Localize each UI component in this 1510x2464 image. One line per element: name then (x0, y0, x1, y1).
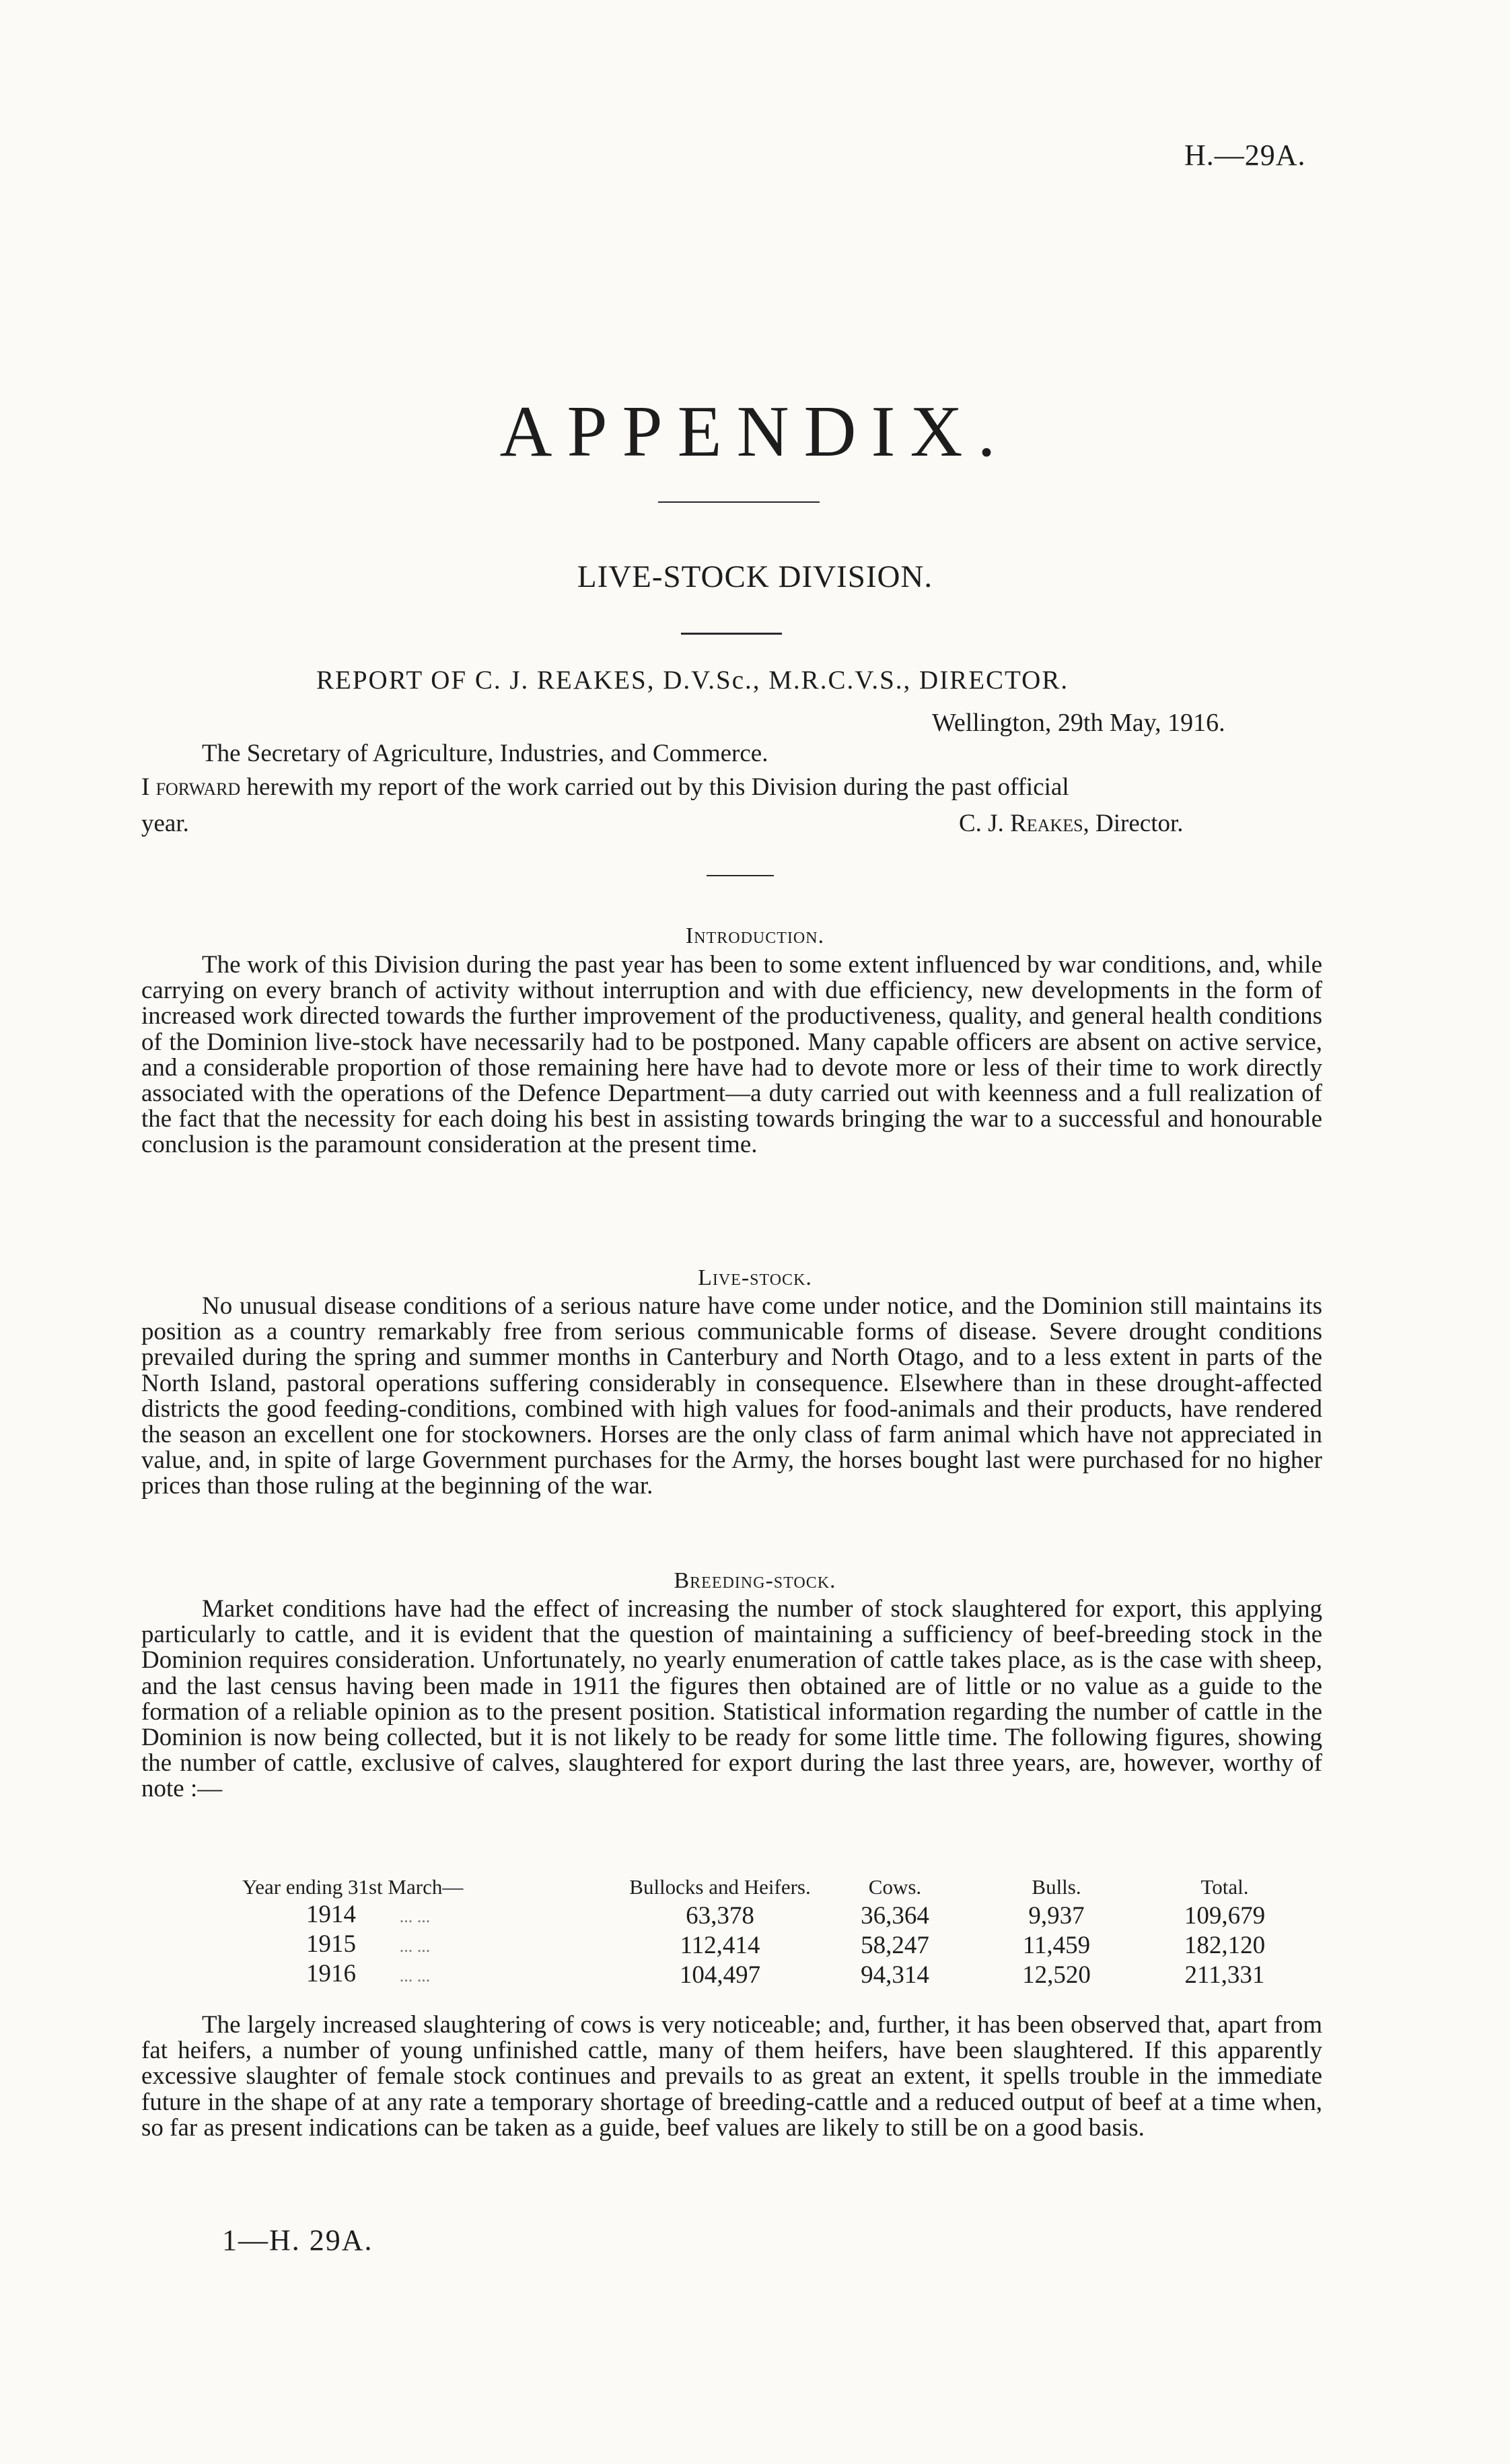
row-cows: 58,247 (861, 1931, 929, 1959)
signature-name: C. J. Reakes (959, 810, 1083, 837)
letter-signature (959, 809, 1184, 838)
row-bullocks: 112,414 (680, 1931, 760, 1959)
header-cows: Cows. (868, 1875, 922, 1899)
row-total: 109,679 (1184, 1901, 1266, 1930)
division-title: LIVE-STOCK DIVISION. (577, 559, 933, 594)
row-cows: 94,314 (861, 1961, 929, 1989)
table-row (242, 1960, 1309, 1990)
report-title: REPORT OF C. J. REAKES, D.V.Sc., M.R.C.V.S., DIRECTOR. (316, 666, 1069, 695)
row-year: 1915 (306, 1930, 356, 1958)
signature-title: , Director. (1083, 810, 1184, 837)
closing-paragraph: The largely increased slaughtering of cows is very noticeable; and, further, it has been observed that, apart from fat heifers, a number of young unfinished cattle, many of them heifers, have been slaughtered. If this apparently excessive slaughter of female stock continues and prevails to as great an extent, it spells trouble in the immediate future in the shape of at any rate a temporary shortage of breeding-cattle and a reduced output of beef at a time when, so far as present indications can be taken as a guide, beef values are likely to still be on a good basis. (141, 2011, 1322, 2142)
letter-forward-line (141, 773, 1453, 802)
row-cows: 36,364 (861, 1901, 929, 1930)
row-total: 211,331 (1184, 1961, 1265, 1989)
table-row (242, 1901, 1309, 1930)
letter-divider (707, 875, 774, 876)
forward-lead: I forward (141, 773, 241, 801)
page-reference: H.—29A. (1184, 139, 1306, 172)
section-text-introduction: The work of this Division during the past year has been to some extent influenced by war conditions, and, while carrying on every branch of activity without interruption and with due efficiency, new developments in the form of increased work directed towards the further improvement of the productiveness, quality, and general health conditions of the Dominion live-stock have necessarily had to be postponed. Many capable officers are absent on active service, and a considerable proportion of those remaining here have had to devote more or less of their time to work directly associated with the operations of the Defence Department—a duty carried out with keenness and a full realization of the fact that the necessity for each doing his best in assisting towards bringing the war to a successful and honourable conclusion is the paramount consideration at the present time. (141, 951, 1322, 1159)
row-year: 1916 (306, 1960, 356, 1987)
table-row (242, 1930, 1309, 1960)
row-year: 1914 (306, 1901, 356, 1928)
division-divider (681, 633, 782, 635)
appendix-title: APPENDIX. (499, 392, 1011, 472)
header-bulls: Bulls. (1032, 1875, 1081, 1899)
section-text-live-stock: No unusual disease conditions of a serious nature have come under notice, and the Dominion still maintains its position as a country remarkably free from serious communicable forms of disease. Severe drought conditions prevailed during the spring and summer months in Canterbury and North Otago, and to a less extent in parts of the North Island, pastoral operations suffering considerably in consequence. Elsewhere than in these drought-affected districts the good feeding-conditions, combined with high values for food-animals and their products, have rendered the season an excellent one for stockowners. Horses are the only class of farm animal which have not appreciated in value, and, in spite of large Government purchases for the Army, the horses bought last were purchased for no higher prices than those ruling at the beginning of the war. (141, 1292, 1322, 1500)
table-header-row (242, 1878, 1309, 1901)
row-bullocks: 104,497 (679, 1961, 761, 1989)
row-year-cell (242, 1930, 622, 1960)
row-year-cell (242, 1901, 622, 1930)
header-total: Total. (1200, 1875, 1249, 1899)
header-bullocks: Bullocks and Heifers. (629, 1875, 811, 1899)
leader-dots: ... ... (399, 1907, 431, 1926)
slaughter-table (242, 1875, 1309, 1990)
forward-rest: herewith my report of the work carried out by this Division during the past official (246, 773, 1069, 801)
letter-forward-end: year. (141, 810, 189, 837)
leader-dots: ... ... (399, 1966, 431, 1985)
page-footer: 1—H. 29A. (222, 2224, 373, 2257)
letter-salutation: The Secretary of Agriculture, Industries, and Commerce. (202, 740, 768, 767)
row-bulls: 11,459 (1022, 1931, 1091, 1959)
row-bullocks: 63,378 (686, 1901, 754, 1930)
leader-dots: ... ... (399, 1936, 431, 1956)
row-bulls: 12,520 (1022, 1961, 1091, 1989)
section-heading-live-stock: Live-stock. (698, 1265, 812, 1290)
row-year-cell (242, 1960, 622, 1990)
section-text-breeding-stock: Market conditions have had the effect of increasing the number of stock slaughtered for export, this applying particularly to cattle, and it is evident that the question of maintaining a sufficiency of beef-breeding stock in the Dominion requires consideration. Unfortunately, no yearly enumeration of cattle takes place, as is the case with sheep, and the last census having been made in 1911 the figures then obtained are of little or no value as a guide to the formation of a reliable opinion as to the present position. Statistical information regarding the number of cattle in the Dominion is now being collected, but it is not likely to be ready for some little time. The following figures, showing the number of cattle, exclusive of calves, slaughtered for export during the last three years, are, however, worthy of note :— (141, 1595, 1322, 1803)
section-heading-breeding-stock: Breeding-stock. (674, 1568, 836, 1593)
title-divider (658, 501, 820, 503)
row-total: 182,120 (1184, 1931, 1266, 1959)
section-heading-introduction: Introduction. (685, 923, 825, 948)
row-bulls: 9,937 (1028, 1901, 1085, 1930)
letter-date: Wellington, 29th May, 1916. (932, 709, 1225, 737)
header-year: Year ending 31st March— (242, 1875, 464, 1899)
